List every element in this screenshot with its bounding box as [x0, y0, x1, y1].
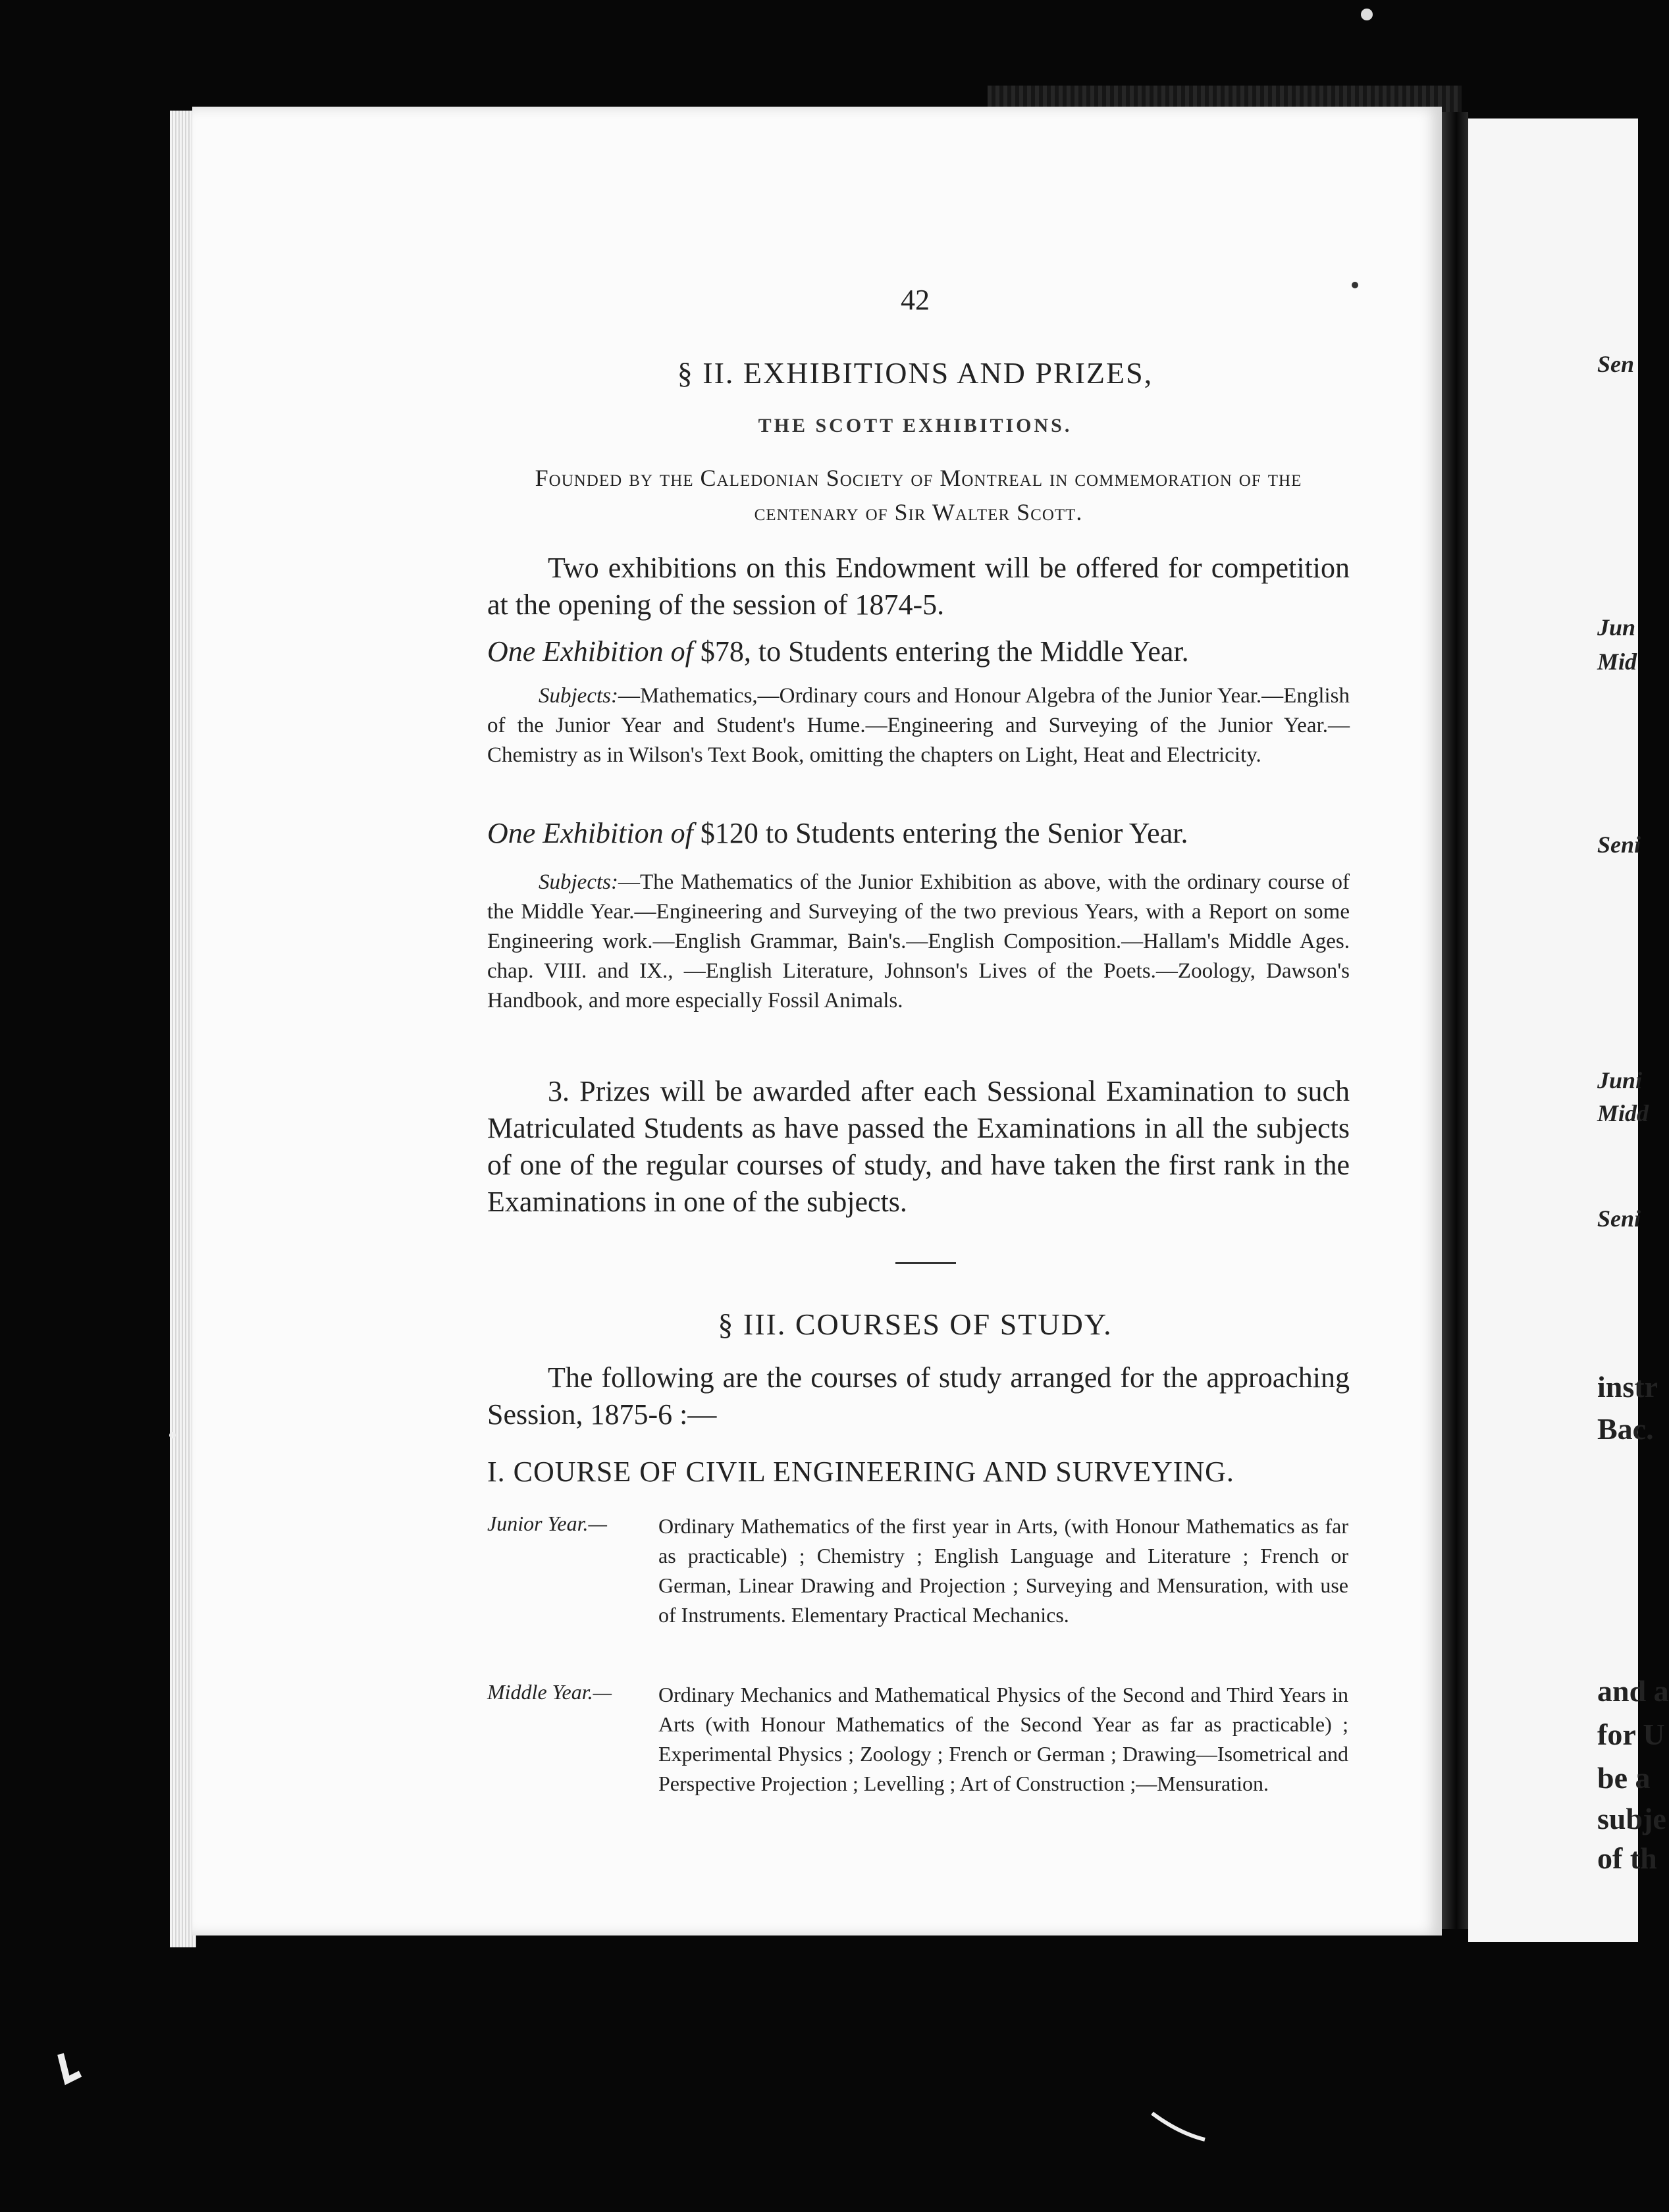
- subjects-text: —The Mathematics of the Junior Exhibition as above, with the ordinary course of the Middle Year.—Engineering and Surveying of the two previous Years, with a Report on some Engineering work.—English Grammar, Bain's.—English Composition.—Hallam's Middle Ages. chap. VIII. and IX., —English Literature, Johnson's Lives of the Poets.—Zoology, Dawson's Handbook, and more especially Fossil Animals.: [487, 870, 1350, 1013]
- subjects-text: —Mathematics,—Ordinary cours and Honour Algebra of the Junior Year.—English of the Junior Year and Student's Hume.—Engineering and Surveying of the Junior Year.—Chemistry as in Wilson's Text Book, omitting the chapters on Light, Heat and Electricity.: [487, 684, 1350, 767]
- facing-fragment: Jun: [1597, 614, 1636, 641]
- middle-year-text: Ordinary Mechanics and Mathematical Physics of the Second and Third Years in Arts (with Honour Mathematics of the Second Year as far as practicable) ; Experimental Physics ; Zoology ; French or German ; Drawing—Isometrical and Perspective Projection ; Levelling ; Art of Construction ;—Mensuration.: [658, 1683, 1348, 1795]
- course-one-title: I. COURSE OF CIVIL ENGINEERING AND SURVEYING.: [487, 1456, 1234, 1488]
- speck: [169, 1432, 176, 1438]
- facing-fragment: Bac.: [1597, 1412, 1654, 1446]
- facing-fragment: Seni: [1597, 1205, 1641, 1232]
- facing-fragment: and a: [1597, 1674, 1669, 1708]
- speck: [1352, 282, 1358, 288]
- exhibition-two-label: One Exhibition of: [487, 817, 693, 849]
- facing-fragment: Midd: [1597, 1100, 1649, 1126]
- facing-fragment: for U: [1597, 1718, 1665, 1751]
- junior-year-label: Junior Year.—: [487, 1512, 607, 1535]
- exhibitions-intro: Two exhibitions on this Endowment will be offered for competition at the opening of the session of 1874-5.: [487, 552, 1350, 621]
- facing-fragment: instr: [1597, 1370, 1658, 1404]
- courses-intro: The following are the courses of study arranged for the approaching Session, 1875-6 :—: [487, 1361, 1350, 1431]
- speck: [1361, 9, 1373, 20]
- subjects-label: Subjects:: [539, 684, 618, 708]
- section-ii-subtitle: THE SCOTT EXHIBITIONS.: [758, 415, 1073, 436]
- exhibition-two-amount: $120 to Students entering the Senior Year.: [700, 817, 1188, 849]
- facing-fragment: Seni: [1597, 831, 1641, 858]
- junior-year-text: Ordinary Mathematics of the first year in Arts, (with Honour Mathematics as far as practicable) ; Chemistry ; English Language and Literature ; French or German, Linear Drawing and Projection ; Surveying and Mensuration, with use of Instruments. Elementary Practical Mechanics.: [658, 1514, 1348, 1627]
- middle-year-label: Middle Year.—: [487, 1680, 612, 1704]
- facing-fragment: subje: [1597, 1802, 1666, 1835]
- scan-mark: [61, 2054, 80, 2080]
- section-ii-title: § II. EXHIBITIONS AND PRIZES,: [677, 356, 1153, 390]
- facing-fragment: Sen: [1597, 351, 1635, 377]
- section-iii-title: § III. COURSES OF STUDY.: [718, 1307, 1113, 1341]
- subjects-label: Subjects:: [539, 870, 618, 894]
- facing-fragment: of th: [1597, 1841, 1657, 1875]
- page-number: 42: [901, 284, 930, 316]
- exhibition-one-label: One Exhibition of: [487, 635, 693, 668]
- facing-fragment: Mid: [1597, 648, 1637, 675]
- facing-fragment: be a: [1597, 1761, 1651, 1795]
- exhibition-one-amount: $78, to Students entering the Middle Year.: [700, 635, 1189, 668]
- prizes-paragraph: 3. Prizes will be awarded after each Sessional Examination to such Matriculated Students as have passed the Examinations in all the subjects of one of the regular courses of study, and have taken the first rank in the Examinations in one of the subjects.: [487, 1075, 1350, 1218]
- founded-statement: Founded by the Caledonian Society of Montreal in commemoration of the centenary of Sir Walter Scott.: [535, 465, 1302, 525]
- scan-mark: [1152, 2113, 1205, 2140]
- facing-fragment: Juni: [1597, 1067, 1643, 1093]
